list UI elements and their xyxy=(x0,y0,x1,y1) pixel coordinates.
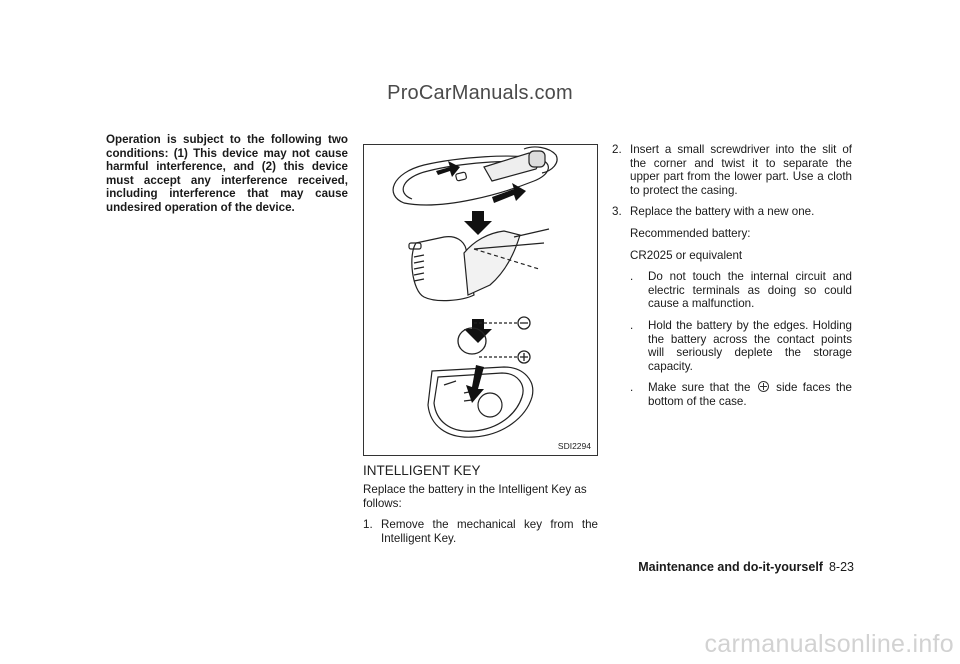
footer-section: Maintenance and do-it-yourself xyxy=(638,560,823,574)
step-number: 3. xyxy=(612,205,622,219)
watermark-top: ProCarManuals.com xyxy=(387,82,573,104)
intelligent-key-column xyxy=(363,483,598,553)
battery-replacement-figure xyxy=(363,144,598,456)
watermark-bottom: carmanualsonline.info xyxy=(704,630,954,658)
bullet-mark: . xyxy=(630,270,634,284)
intro-paragraph: Operation is subject to the following two conditions: (1) This device may not cause harmful interference, and (2) this device must accept any interference received, including interference that may cause undesired operation of the device. xyxy=(106,133,348,214)
bullet-text: Do not touch the internal circuit and electric terminals as doing so could cause a malfunction. xyxy=(648,270,852,311)
bullet-mark: . xyxy=(630,318,634,332)
page-footer xyxy=(636,560,854,574)
key-illustration xyxy=(364,145,597,455)
step-3 xyxy=(612,205,852,219)
bullet-text xyxy=(648,381,852,408)
bullet-text: Hold the battery by the edges. Holding the battery across the contact points will seriously deplete the storage capacity. xyxy=(648,318,852,373)
section-heading: INTELLIGENT KEY xyxy=(363,463,481,478)
bullet-text-after: side faces the bottom of the case. xyxy=(648,381,852,408)
page-number: 8-23 xyxy=(828,560,854,574)
step-text: Insert a small screwdriver into the slit of the corner and twist it to separate the upper part from the lower part. Use a cloth to protect the casing. xyxy=(630,143,852,197)
plus-circle-icon xyxy=(758,381,769,392)
section-intro: Replace the battery in the Intelligent Key as follows: xyxy=(363,483,587,510)
step-2 xyxy=(612,143,852,197)
bullet-mark: . xyxy=(630,381,634,395)
bullet-item xyxy=(612,319,852,373)
step-number: 2. xyxy=(612,143,622,156)
step-1 xyxy=(363,518,598,545)
battery-type: CR2025 or equivalent xyxy=(630,248,743,262)
bullet-item xyxy=(612,381,852,408)
bullet-text-before: Make sure that the xyxy=(648,381,751,395)
step-text: Remove the mechanical key from the Intelligent Key. xyxy=(381,518,598,545)
step-text: Replace the battery with a new one. xyxy=(630,205,815,219)
step-number: 1. xyxy=(363,518,373,532)
bullet-item xyxy=(612,270,852,311)
battery-label: Recommended battery: xyxy=(630,226,751,240)
steps-column xyxy=(612,143,852,417)
figure-code: SDI2294 xyxy=(557,441,591,451)
